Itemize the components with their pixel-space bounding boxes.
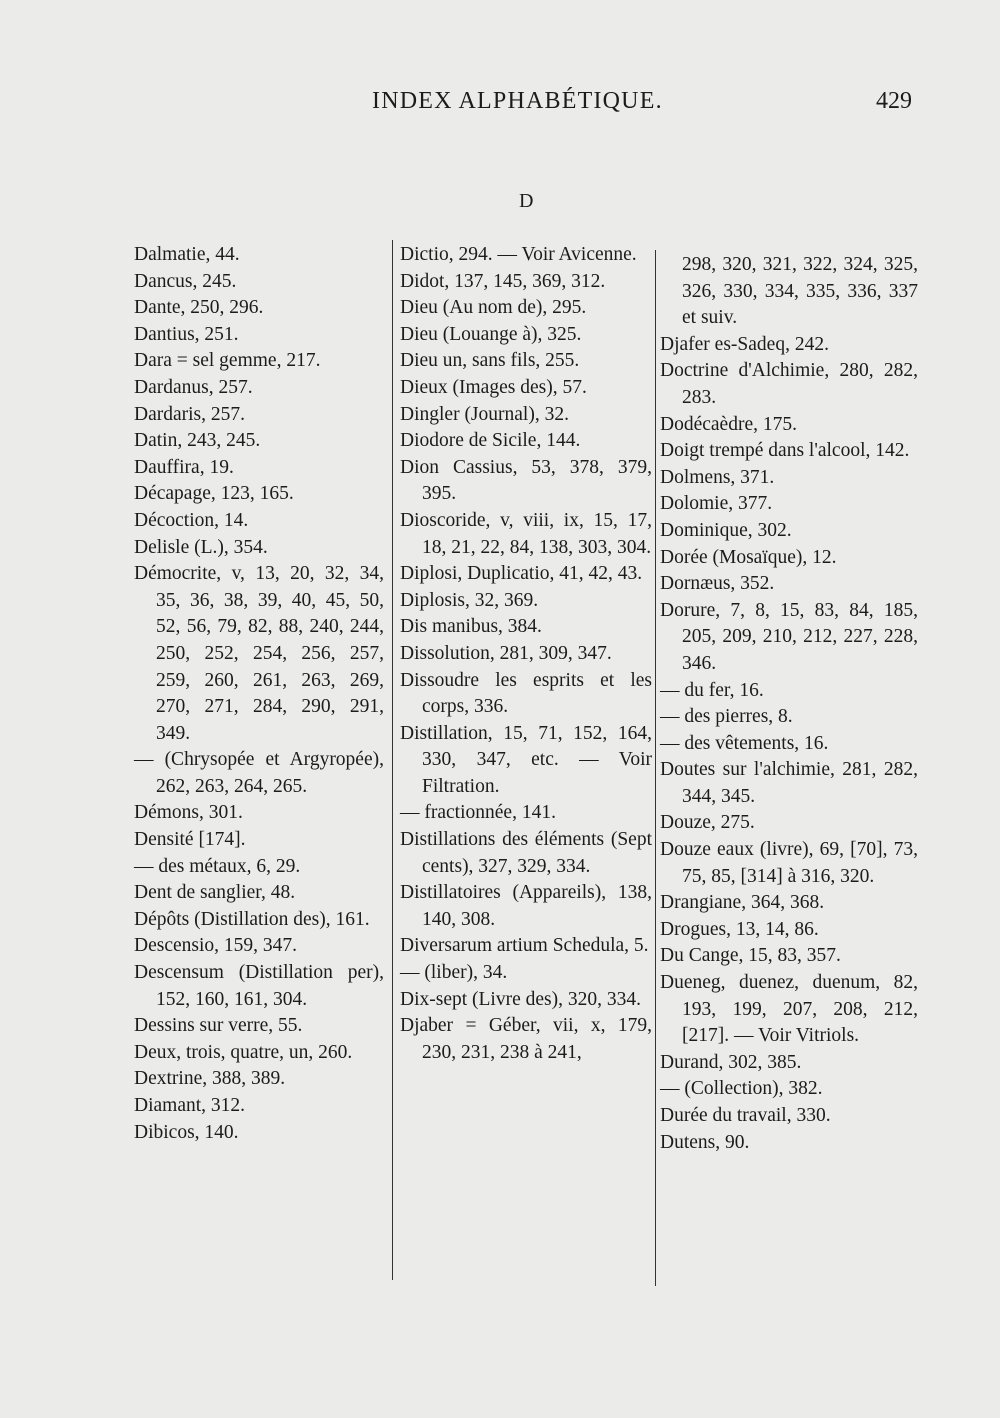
- index-entry: Dalmatie, 44.: [134, 244, 240, 265]
- index-entry: Démons, 301.: [134, 802, 243, 824]
- index-entry: Delisle (L.), 354.: [134, 536, 268, 558]
- index-entry: Dissoudre les esprits et les corps, 336.: [400, 669, 652, 718]
- running-header-title: INDEX ALPHABÉTIQUE.: [372, 88, 663, 114]
- index-entry: Distillations des éléments (Sept cents), 327, 329, 334.: [400, 829, 652, 877]
- index-entry: — (liber), 34.: [400, 962, 508, 984]
- index-entry: Décapage, 123, 165.: [134, 483, 294, 505]
- index-entry: Dutens, 90.: [660, 1131, 750, 1153]
- index-entry: Dardaris, 257.: [134, 403, 246, 425]
- column-divider: [655, 250, 656, 1286]
- index-entry: Dieu un, sans fils, 255.: [400, 350, 580, 372]
- index-entry: Dolomie, 377.: [660, 493, 773, 515]
- index-entry: Dioscoride, v, viii, ix, 15, 17, 18, 21, 22, 84, 138, 303, 304.: [400, 509, 652, 558]
- column-divider: [392, 240, 393, 1280]
- index-entry: Drogues, 13, 14, 86.: [660, 918, 819, 940]
- index-column-3: [660, 252, 918, 1156]
- index-entry: Dix-sept (Livre des), 320, 334.: [400, 988, 641, 1010]
- index-entry: Dantius, 251.: [134, 323, 239, 345]
- index-entry: Densité [174].: [134, 829, 246, 851]
- index-entry: Dissolution, 281, 309, 347.: [400, 642, 612, 664]
- index-entry: Décoction, 14.: [134, 509, 249, 531]
- index-entry: Dominique, 302.: [660, 519, 792, 541]
- index-column-2: [400, 242, 652, 1066]
- index-entry: Djafer es-Sadeq, 242.: [660, 333, 829, 355]
- index-entry: Descensio, 159, 347.: [134, 935, 298, 957]
- index-entry: Dent de sanglier, 48.: [134, 882, 296, 904]
- index-entry: Diplosi, Duplicatio, 41, 42, 43.: [400, 563, 643, 585]
- index-entry: Didot, 137, 145, 369, 312.: [400, 270, 606, 292]
- index-entry: — (Chrysopée et Argyropée), 262, 263, 264, 265.: [134, 749, 384, 797]
- index-entry: Djaber = Géber, vii, x, 179, 230, 231, 238 à 241,: [400, 1015, 652, 1063]
- index-entry: 298, 320, 321, 322, 324, 325, 326, 330, 334, 335, 336, 337 et suiv.: [682, 254, 918, 329]
- index-entry: — (Collection), 382.: [660, 1078, 823, 1100]
- index-entry: Dépôts (Distillation des), 161.: [134, 908, 370, 930]
- index-entry: Dieu (Au nom de), 295.: [400, 297, 587, 319]
- index-entry: — des pierres, 8.: [660, 706, 793, 728]
- index-entry: Datin, 243, 245.: [134, 430, 261, 452]
- index-entry: Drangiane, 364, 368.: [660, 892, 825, 914]
- index-entry: Dorée (Mosaïque), 12.: [660, 546, 837, 568]
- page-number: 429: [876, 88, 912, 114]
- index-entry: Diversarum artium Schedula, 5.: [400, 935, 649, 957]
- index-entry: Diodore de Sicile, 144.: [400, 430, 581, 452]
- index-entry: Dieu (Louange à), 325.: [400, 323, 582, 345]
- index-entry: Dueneg, duenez, duenum, 82, 193, 199, 207, 208, 212, [217]. — Voir Vitriols.: [660, 972, 918, 1047]
- index-entry: Diplosis, 32, 369.: [400, 589, 539, 611]
- index-entry: Dibicos, 140.: [134, 1121, 239, 1143]
- index-entry: — des vêtements, 16.: [660, 732, 829, 754]
- index-entry: Dorure, 7, 8, 15, 83, 84, 185, 205, 209, 210, 212, 227, 228, 346.: [660, 599, 918, 674]
- index-entry: Douze, 275.: [660, 812, 755, 834]
- index-entry: Douze eaux (livre), 69, [70], 73, 75, 85, [314] à 316, 320.: [660, 839, 918, 887]
- index-entry: — des métaux, 6, 29.: [134, 855, 301, 877]
- index-entry: Dara = sel gemme, 217.: [134, 350, 321, 372]
- index-entry: Dauffira, 19.: [134, 456, 234, 478]
- index-entry: — du fer, 16.: [660, 679, 764, 701]
- index-entry: Distillatoires (Appareils), 138, 140, 308.: [400, 882, 652, 930]
- index-entry: Dingler (Journal), 32.: [400, 403, 569, 425]
- index-entry: Doutes sur l'alchimie, 281, 282, 344, 345.: [660, 759, 918, 807]
- index-entry: Doigt trempé dans l'alcool, 142.: [660, 440, 910, 462]
- index-entry: Dardanus, 257.: [134, 376, 253, 398]
- index-entry: Du Cange, 15, 83, 357.: [660, 945, 841, 967]
- index-entry: Démocrite, v, 13, 20, 32, 34, 35, 36, 38, 39, 40, 45, 50, 52, 56, 79, 82, 88, 240, 244, 250, 252, 254, 256, 257, 259, 260, 261, 263, 269, 270, 271, 284, 290, 291, 349.: [134, 563, 384, 744]
- index-entry: Dextrine, 388, 389.: [134, 1068, 286, 1090]
- index-entry: Dolmens, 371.: [660, 466, 775, 488]
- index-entry: Dessins sur verre, 55.: [134, 1015, 303, 1037]
- index-column-1: [134, 242, 384, 1146]
- index-entry: Distillation, 15, 71, 152, 164, 330, 347, etc. — Voir Filtration.: [400, 722, 652, 797]
- index-entry: Dante, 250, 296.: [134, 297, 264, 319]
- index-entry: Diamant, 312.: [134, 1095, 246, 1116]
- index-entry: Durée du travail, 330.: [660, 1105, 831, 1126]
- index-entry: Dieux (Images des), 57.: [400, 376, 587, 398]
- index-entry: Dion Cassius, 53, 378, 379, 395.: [400, 456, 652, 505]
- index-entry: Dornæus, 352.: [660, 573, 775, 595]
- section-letter: D: [519, 190, 534, 212]
- index-entry: Deux, trois, quatre, un, 260.: [134, 1041, 353, 1063]
- index-entry: — fractionnée, 141.: [400, 802, 556, 824]
- index-entry: Durand, 302, 385.: [660, 1051, 802, 1073]
- index-entry: Dictio, 294. — Voir Avicenne.: [400, 244, 637, 265]
- index-entry: Dancus, 245.: [134, 270, 237, 292]
- index-entry: Dodécaèdre, 175.: [660, 413, 797, 435]
- index-entry: Doctrine d'Alchimie, 280, 282, 283.: [660, 360, 918, 408]
- index-entry: Dis manibus, 384.: [400, 616, 542, 638]
- index-entry: Descensum (Distillation per), 152, 160, 161, 304.: [134, 962, 384, 1010]
